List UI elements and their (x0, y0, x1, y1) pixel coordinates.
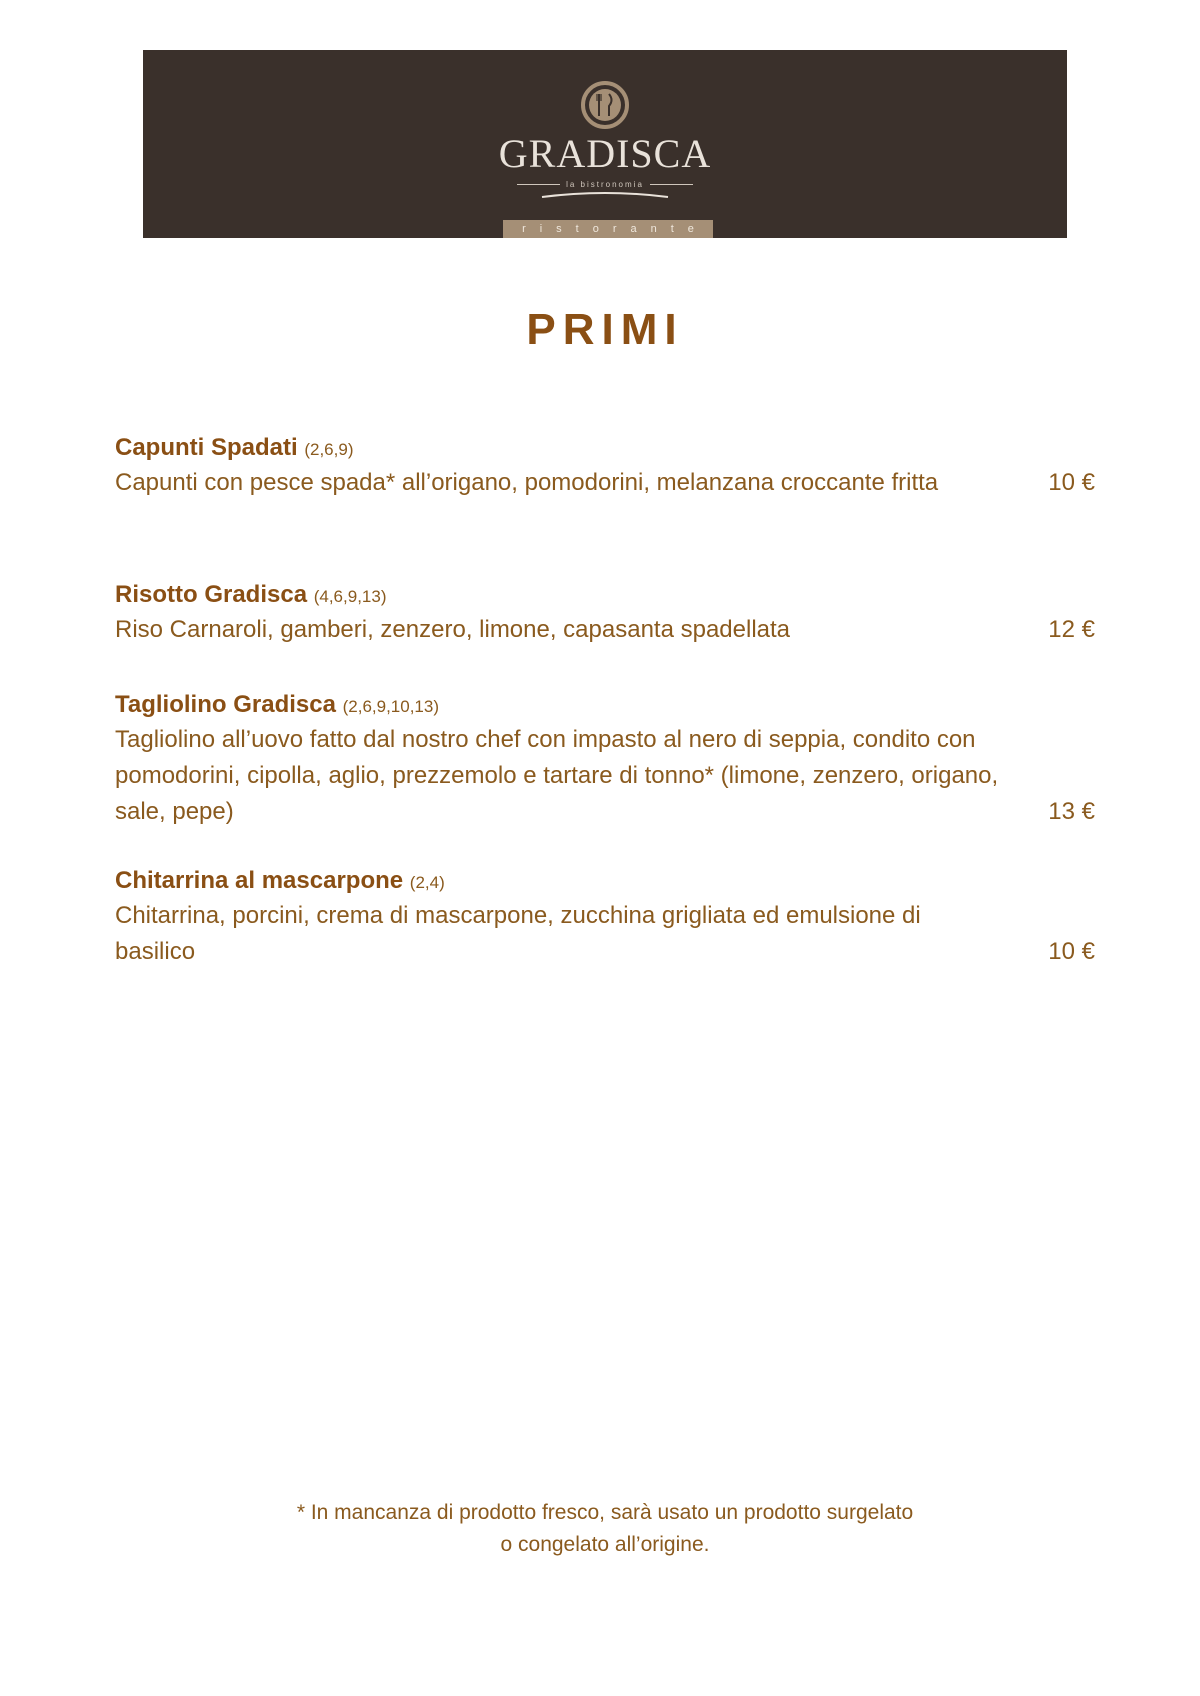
tagline: la bistronomia (566, 180, 644, 189)
item-name-row (115, 580, 1095, 612)
tagline-divider-left (517, 184, 560, 185)
tagline-row (517, 180, 693, 189)
item-allergens: (2,6,9) (304, 440, 354, 459)
restaurant-logo (143, 80, 1067, 199)
item-name: Capunti Spadati (115, 434, 298, 461)
menu-item (115, 690, 1095, 830)
menu-item (115, 866, 1095, 970)
item-allergens: (4,6,9,13) (313, 587, 387, 606)
footnote-line: * In mancanza di prodotto fresco, sarà usato un prodotto surgelato (296, 1501, 914, 1524)
section-title: PRIMI (526, 305, 684, 354)
item-name-row (115, 690, 1095, 722)
plate-cutlery-icon (580, 80, 630, 130)
item-allergens: (2,4) (409, 873, 445, 892)
swoosh-ornament (540, 191, 670, 199)
item-name: Risotto Gradisca (115, 581, 308, 608)
item-price: 10 € (1048, 469, 1095, 496)
item-name: Chitarrina al mascarpone (115, 867, 404, 894)
item-description: Capunti con pesce spada* all’origano, pomodorini, melanzana croccante fritta (115, 469, 939, 496)
item-allergens: (2,6,9,10,13) (342, 697, 440, 716)
item-price: 12 € (1048, 616, 1095, 643)
item-description: Riso Carnaroli, gamberi, zenzero, limone, capasanta spadellata (115, 616, 791, 643)
tagline-divider-right (650, 184, 693, 185)
item-description: Tagliolino all’uovo fatto dal nostro chef con impasto al nero di seppia, condito con pomodorini, cipolla, aglio, prezzemolo e tartare di tonno* (limone, zenzero, origano, sale, pepe) (115, 726, 999, 825)
item-price: 13 € (1048, 798, 1095, 825)
item-price: 10 € (1048, 938, 1095, 965)
ribbon-label: ristorante (503, 220, 713, 238)
item-description: Chitarrina, porcini, crema di mascarpone, zucchina grigliata ed emulsione di basilico (115, 902, 921, 965)
brand-name: GRADISCA (498, 131, 712, 176)
header-banner (143, 50, 1067, 238)
item-name-row (115, 433, 1095, 465)
footnote-line: o congelato all’origine. (500, 1533, 710, 1556)
item-name: Tagliolino Gradisca (115, 691, 336, 718)
item-name-row (115, 866, 1095, 898)
menu-item (115, 580, 1095, 648)
menu-item (115, 433, 1095, 501)
footnote (0, 1497, 1200, 1561)
